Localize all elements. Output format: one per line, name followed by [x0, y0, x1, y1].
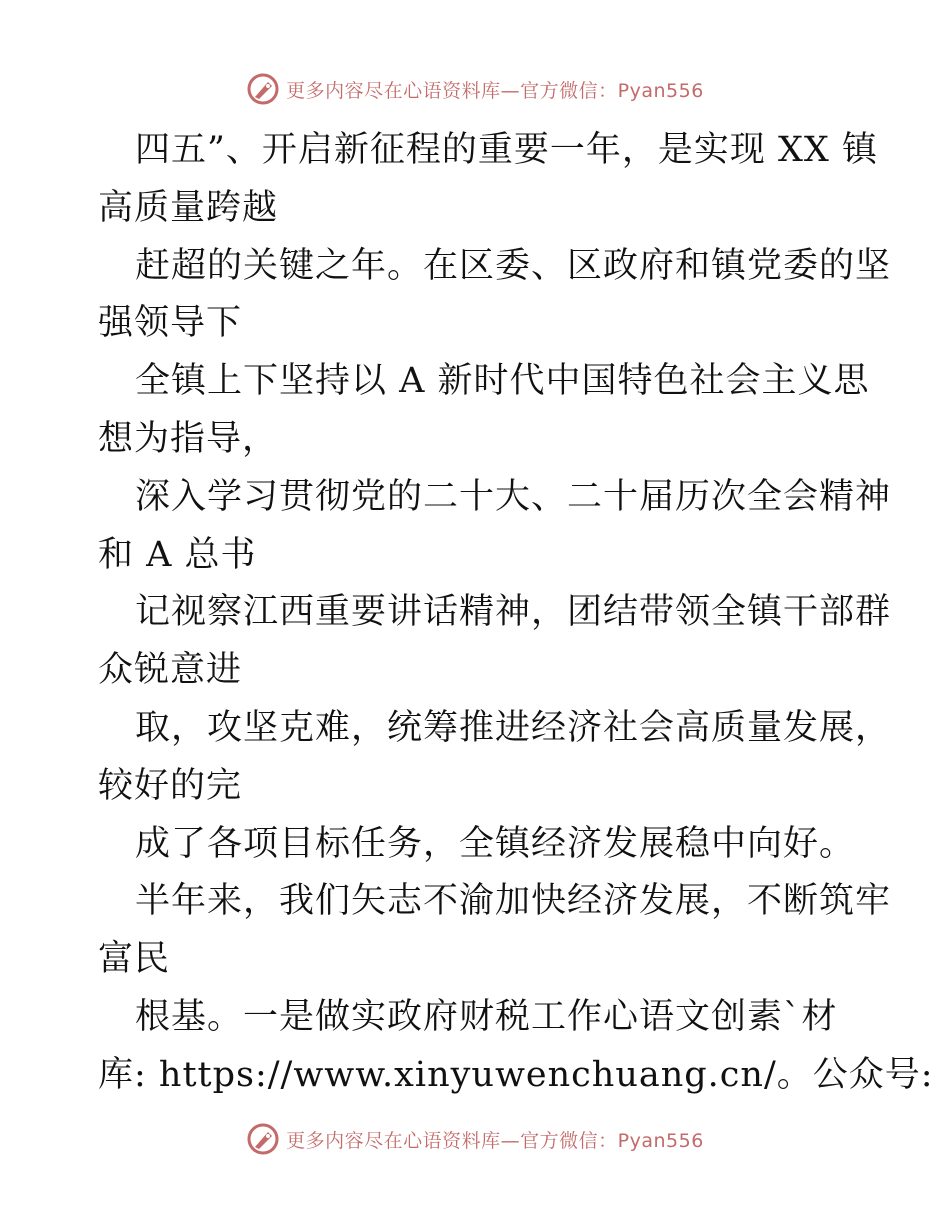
paragraph-line: 较好的完: [98, 765, 243, 806]
paragraph-line: 半年来，我们矢志不渝加快经济发展，不断筑牢: [135, 881, 892, 922]
paragraph-line: 根基。一是做实政府财税工作心语文创素`材: [135, 996, 838, 1037]
paragraph-line: 取，攻坚克难，统筹推进经济社会高质量发展，: [135, 707, 892, 748]
paragraph-line: 高质量跨越: [98, 187, 279, 228]
paragraph-line: 和 A 总书: [98, 534, 257, 575]
footer-banner: [0, 1122, 950, 1156]
paragraph-line: 众锐意进: [98, 650, 243, 691]
paragraph-line: 强领导下: [98, 303, 243, 344]
pen-nib-circle-logo-icon: [246, 72, 280, 106]
pen-nib-circle-logo-icon: [246, 1122, 280, 1156]
footer-banner-text: 更多内容尽在心语资料库—官方微信：Pyan556: [286, 1129, 704, 1152]
paragraph-line: 赶超的关键之年。在区委、区政府和镇党委的坚: [135, 245, 892, 286]
paragraph-line: 深入学习贯彻党的二十大、二十届历次全会精神: [135, 476, 892, 517]
paragraph-line: 成了各项目标任务，全镇经济发展稳中向好。: [135, 823, 856, 864]
paragraph-line: 库: https://www.xinyuwenchuang.cn/。公众号:: [98, 1054, 934, 1095]
paragraph-line: 想为指导，: [98, 418, 279, 459]
paragraph-line: 富民: [98, 939, 171, 980]
paragraph-line: 全镇上下坚持以 A 新时代中国特色社会主义思: [135, 361, 870, 402]
header-banner-text: 更多内容尽在心语资料库—官方微信：Pyan556: [286, 79, 704, 102]
paragraph-line: 四五”、开启新征程的重要一年，是实现 XX 镇: [135, 130, 878, 170]
document-body: [98, 122, 934, 1105]
header-banner: [0, 72, 950, 106]
paragraph-line: 记视察江西重要讲话精神，团结带领全镇干部群: [135, 592, 892, 633]
